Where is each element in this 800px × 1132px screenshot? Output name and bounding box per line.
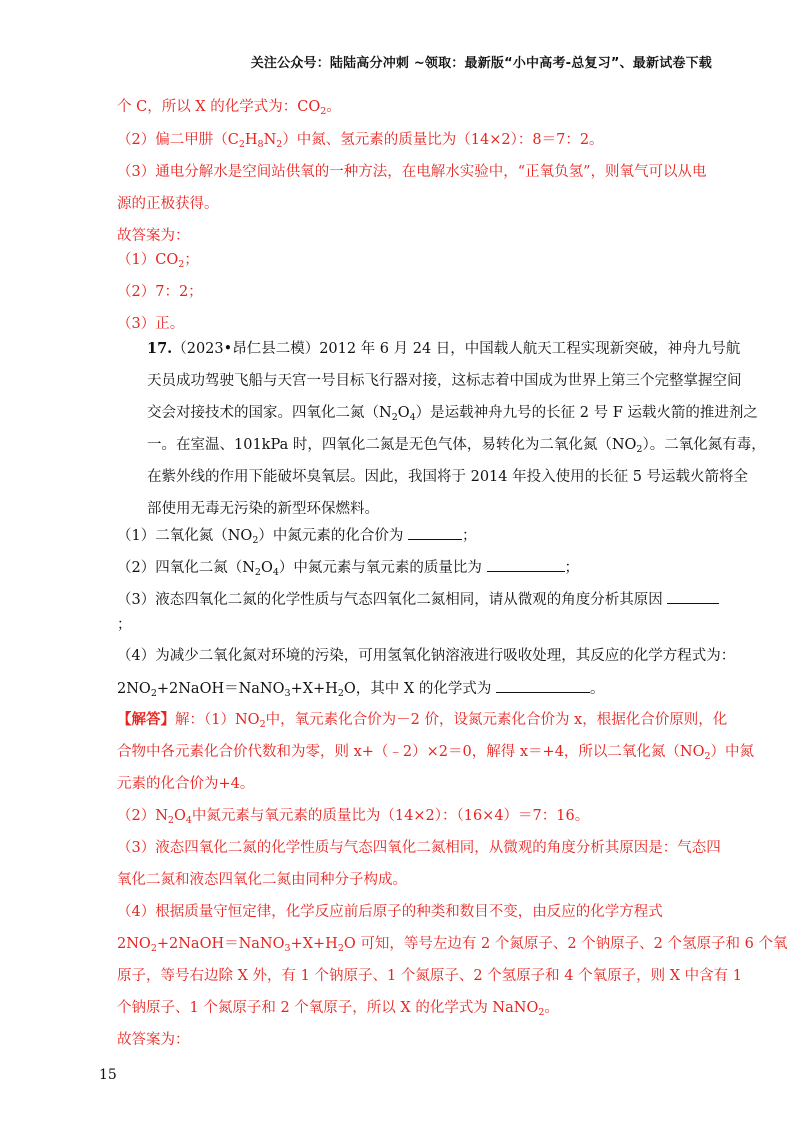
question-line-1: 17.（2023•昂仁县二模）2012 年 6 月 24 日，中国载人航天工程实现新突破，神舟九号航	[147, 340, 741, 357]
answer-blank-1[interactable]	[408, 525, 462, 540]
sub-question-2: （2）四氧化二氮$(N_2O_4)$中氮元素与氧元素的质量比为 ；	[117, 557, 579, 578]
sub-question-4: （4）为减少二氧化氮对环境的污染，可用氢氧化钠溶液进行吸收处理，其反应的化学方程式为：	[117, 648, 736, 664]
prev-answer-line-1: 个 C，所以 X 的化学式为：$CO_2$。	[117, 99, 341, 117]
answer-tag: 【解答】	[117, 711, 175, 728]
question-line-2: 天员成功驾驶飞船与天宫一号目标飞行器对接，这标志着中国成为世界上第三个完整掌握空间	[147, 373, 742, 389]
question-line-5: 在紫外线的作用下能破坏臭氧层。因此，我国将于 2014 年投入使用的长征 5 号运载火箭将全	[147, 469, 749, 485]
sub-question-3: （3）液态四氧化二氮的化学性质与气态四氧化二氮相同，请从微观的角度分析其原因	[117, 589, 719, 610]
answer-blank-2[interactable]	[487, 557, 565, 572]
question-line-3: 交会对接技术的国家。四氧化二氮$(N_2O_4)$是运载神舟九号的长征 2 号 F 运载火箭的推进剂之	[147, 405, 758, 423]
page-number: 15	[99, 1067, 117, 1083]
answer-line-2: 合物中各元素化合价代数和为零，则 x+（﹣2）×2＝0，解得 x＝+4，所以二氧化氮$(NO_2)$中氮	[117, 744, 755, 762]
answer-line-7: （4）根据质量守恒定律，化学反应前后原子的种类和数目不变，由反应的化学方程式	[117, 904, 663, 920]
question-number: 17.	[147, 340, 173, 357]
answer-line-1: 【解答】解：$(1)NO_2$中，氧元素化合价为－2 价，设氮元素化合价为 x，根据化合价原则，化	[117, 711, 728, 730]
answer-blank-3[interactable]	[667, 589, 719, 604]
answer-line-10: 个钠原子、1 个氮原子和 2 个氧原子，所以 X 的化学式为 NaNO$_2$。	[117, 1000, 559, 1018]
answer-line-9: 原子，等号右边除 X 外，有 1 个钠原子、1 个氮原子、2 个氢原子和 4 个氧原子，则 X 中含有 1	[117, 968, 742, 984]
answer-line-5: （3）液态四氧化二氮的化学性质与气态四氧化二氮相同，从微观的角度分析其原因是：气态四	[117, 840, 721, 856]
prev-answer-line-6: $(1)CO_2$；	[117, 252, 199, 270]
answer-line-11: 故答案为：	[117, 1032, 190, 1048]
answer-line-6: 氧化二氮和液态四氧化二氮由同种分子构成。	[117, 872, 407, 888]
question-line-4: 一。在室温、101kPa 时，四氧化二氮是无色气体，易转化为二氧化氮$(NO_2)$。二氧化氮有毒，	[147, 437, 766, 455]
prev-answer-line-4: 源的正极获得。	[117, 196, 219, 212]
prev-answer-line-2: （2）偏二甲肼$(C_2H_8N_2)$中氮、氢元素的质量比为（14×2）：8＝7：2。	[117, 132, 604, 150]
prev-answer-line-5: 故答案为：	[117, 228, 190, 244]
sub-question-3-end: ；	[117, 617, 132, 633]
prev-answer-line-3: （3）通电分解水是空间站供氧的一种方法，在电解水实验中，“正氧负氢”，则氧气可以从电	[117, 164, 707, 180]
sub-question-1: （1）二氧化氮$(NO_2)$中氮元素的化合价为 ；	[117, 525, 476, 546]
answer-blank-4[interactable]	[496, 678, 590, 693]
prev-answer-line-8: （3）正。	[117, 316, 185, 332]
sub-question-4-equation: $2NO_2+2NaOH=NaNO_3+X+H_2O$，其中 X 的化学式为 。	[117, 678, 604, 699]
answer-line-8: $2NO_2+2NaOH=NaNO_3+X+H_2O$ 可知，等号左边有 2 个氮原子、2 个钠原子、2 个氢原子和 6 个氧	[117, 936, 788, 954]
answer-line-3: 元素的化合价为+4。	[117, 776, 255, 792]
page-header: 关注公众号：陆陆高分冲刺 ~领取：最新版“小中高考-总复习”、最新试卷下载	[250, 56, 712, 71]
prev-answer-line-7: （2）7：2；	[117, 284, 203, 300]
answer-line-4: $(2)N_2O_4$中氮元素与氧元素的质量比为（14×2）：（16×4）＝7：16。	[117, 808, 590, 826]
question-line-6: 部使用无毒无污染的新型环保燃料。	[147, 501, 379, 517]
